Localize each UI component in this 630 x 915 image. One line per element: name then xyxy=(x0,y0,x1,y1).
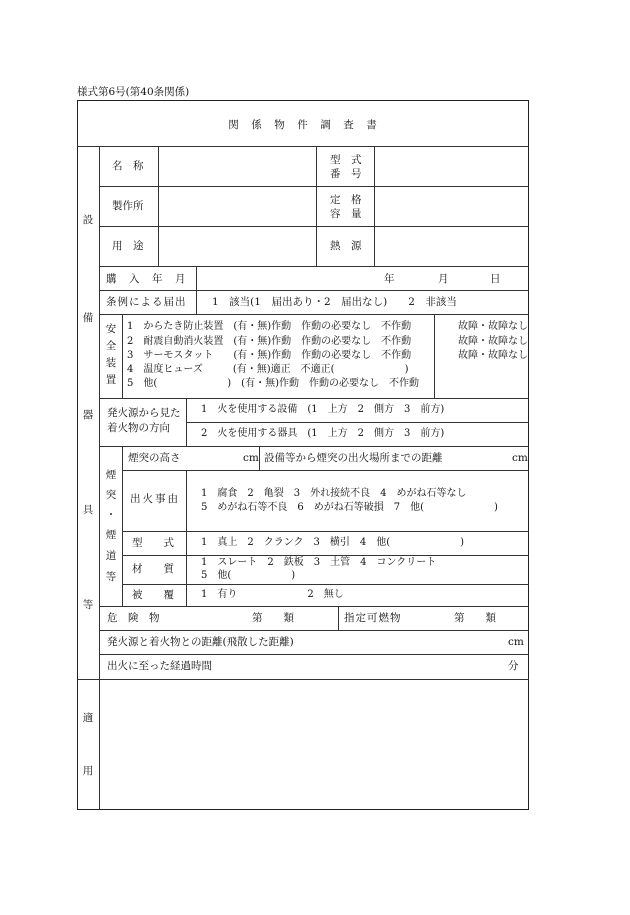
side-char-2: 備 xyxy=(82,312,94,324)
direction-row-line xyxy=(99,446,529,447)
capacity-label: 容 量 xyxy=(330,208,362,220)
direction-mid-line xyxy=(186,422,529,423)
number-label: 番 号 xyxy=(330,168,362,180)
hazard-class: 第 類 xyxy=(252,612,294,624)
title-divider xyxy=(77,146,529,147)
form-title: 関 係 物 件 調 査 書 xyxy=(228,119,378,131)
spec-col-line-2 xyxy=(316,146,317,266)
chimney-height-col-line xyxy=(259,446,260,470)
ordinance-label: 条例による届出 xyxy=(106,296,187,308)
form-number: 様式第6号(第40条関係) xyxy=(77,86,190,98)
remarks-char-1: 適 xyxy=(82,712,94,724)
side-char-4: 具 xyxy=(82,504,94,516)
chimney-cause-label: 出火事由 xyxy=(130,493,180,505)
chimney-height-label: 煙突の高さ xyxy=(128,452,181,464)
side-char-5: 等 xyxy=(82,599,94,611)
maker-label: 製作所 xyxy=(112,200,144,212)
direction-label-2: 着火物の方向 xyxy=(107,422,170,434)
chimney-char-4: 煙 xyxy=(105,529,117,541)
chimney-cause-line-2: 5 めがね石等不良 6 めがね石等破損 7 他( ) xyxy=(201,502,498,513)
direction-line-2: 2 火を使用する器具 (1 上方 2 側方 3 前方) xyxy=(201,428,445,439)
safety-char-2: 全 xyxy=(105,340,117,352)
chimney-material-line-1: 1 スレート 2 鉄板 3 土管 4 コンクリート xyxy=(201,557,437,568)
elapsed-unit: 分 xyxy=(508,660,519,672)
spec-col-line-1 xyxy=(158,146,159,266)
chimney-line-1 xyxy=(122,470,529,471)
use-label: 用 途 xyxy=(112,240,144,252)
safety-char-4: 置 xyxy=(105,374,117,386)
safety-fault-col-line xyxy=(434,314,435,398)
chimney-distance-unit: cm xyxy=(512,452,528,464)
chimney-char-2: 突 xyxy=(105,489,117,501)
safety-item-3: 3 サーモスタット (有・無)作動 作動の必要なし 不作動 xyxy=(127,350,412,361)
heat-source-label: 熱 源 xyxy=(330,240,362,252)
safety-item-5: 5 他( ) (有・無)作動 作動の必要なし 不作動 xyxy=(127,378,419,389)
distance-row-line xyxy=(99,654,529,655)
chimney-line-2 xyxy=(122,531,529,532)
designated-class: 第 類 xyxy=(454,612,496,624)
spec-row-line-1 xyxy=(99,186,529,187)
purchase-row-line xyxy=(99,290,529,291)
chimney-char-1: 煙 xyxy=(105,469,117,481)
side-char-3: 器 xyxy=(82,409,94,421)
direction-label-1: 発火源から見た xyxy=(107,407,181,419)
side-char-1: 設 xyxy=(82,214,94,226)
chimney-distance-label: 設備等から煙突の出火場所までの距離 xyxy=(264,452,443,464)
purchase-month: 月 xyxy=(438,273,449,285)
chimney-line-3 xyxy=(122,555,529,556)
purchase-col-line xyxy=(196,266,197,290)
purchase-year: 年 xyxy=(384,273,395,285)
chimney-material-line-2: 5 他( ) xyxy=(201,570,296,581)
safety-char-3: 装 xyxy=(105,357,117,369)
chimney-type-value: 1 真上 2 クランク 3 横引 4 他( ) xyxy=(201,537,465,548)
name-label: 名 称 xyxy=(112,160,144,172)
safety-char-1: 安 xyxy=(105,323,117,335)
chimney-row-line xyxy=(99,606,529,607)
chimney-char-5: 道 xyxy=(105,550,117,562)
safety-fault-2: 故障・故障なし xyxy=(458,336,528,347)
remarks-char-2: 用 xyxy=(82,765,94,777)
safety-row-line xyxy=(99,398,529,399)
remarks-area[interactable] xyxy=(100,680,528,809)
chimney-type-label: 型 式 xyxy=(132,537,174,549)
purchase-label: 購 入 年 月 xyxy=(106,273,187,285)
distance-label: 発火源と着火物との距離(飛散した距離) xyxy=(107,636,294,648)
designated-label: 指定可燃物 xyxy=(344,612,402,624)
ordinance-value: 1 該当(1 届出あり・2 届出なし) 2 非該当 xyxy=(212,296,457,308)
chimney-cover-value: 1 有り 2 無し xyxy=(201,589,344,600)
chimney-inner-col-line xyxy=(186,470,187,606)
chimney-cause-line-1: 1 腐食 2 亀裂 3 外れ接続不良 4 めがね石等なし xyxy=(201,488,467,499)
chimney-line-4 xyxy=(122,584,529,585)
chimney-height-unit: cm xyxy=(243,452,259,464)
safety-item-4: 4 温度ヒューズ (有・無)適正 不適正( ) xyxy=(127,364,409,375)
rating-label: 定 格 xyxy=(330,194,362,206)
hazard-label: 危 険 物 xyxy=(107,612,160,624)
model-label: 型 式 xyxy=(330,154,362,166)
safety-fault-3: 故障・故障なし xyxy=(458,350,528,361)
spec-col-line-3 xyxy=(374,146,375,266)
ordinance-row-line xyxy=(99,314,529,315)
chimney-char-3: ・ xyxy=(105,509,117,521)
spec-row-line-3 xyxy=(99,266,529,267)
distance-unit: cm xyxy=(508,636,524,648)
chimney-cover-label: 被 覆 xyxy=(132,589,174,601)
hazard-col-line xyxy=(338,606,339,630)
safety-item-1: 1 からたき防止装置 (有・無)作動 作動の必要なし 不作動 xyxy=(127,321,412,332)
elapsed-label: 出火に至った経過時間 xyxy=(107,660,212,672)
safety-item-2: 2 耐震自動消火装置 (有・無)作動 作動の必要なし 不作動 xyxy=(127,336,412,347)
purchase-day: 日 xyxy=(490,273,501,285)
ordinance-col-line xyxy=(196,290,197,314)
safety-fault-1: 故障・故障なし xyxy=(458,321,528,332)
hazard-row-line xyxy=(99,630,529,631)
chimney-material-label: 材 質 xyxy=(132,563,174,575)
direction-line-1: 1 火を使用する設備 (1 上方 2 側方 3 前方) xyxy=(201,404,445,415)
spec-row-line-2 xyxy=(99,226,529,227)
chimney-char-6: 等 xyxy=(105,571,117,583)
safety-col-line xyxy=(122,314,123,398)
